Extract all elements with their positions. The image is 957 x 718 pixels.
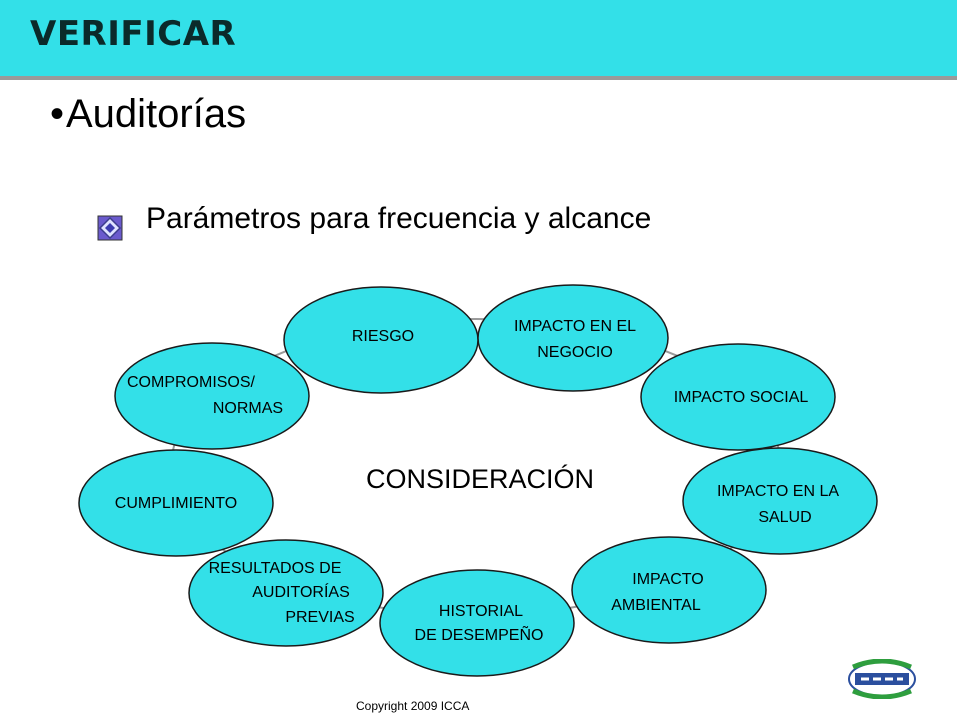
node-compromisos [115, 343, 309, 449]
node-label: PREVIAS [285, 609, 355, 626]
node-cumplimiento [79, 450, 273, 556]
node-shape [572, 537, 766, 643]
node-riesgo [284, 287, 478, 393]
node-shape [683, 448, 877, 554]
node-shape [115, 343, 309, 449]
node-label: AMBIENTAL [611, 597, 701, 614]
slide-title: VERIFICAR [30, 14, 237, 54]
node-label: RESULTADOS DE [208, 560, 342, 577]
node-label: IMPACTO EN EL [513, 318, 637, 335]
node-label: SALUD [758, 509, 812, 526]
node-label: IMPACTO EN LA [716, 483, 840, 500]
node-impacto-negocio [478, 285, 668, 391]
node-label: HISTORIAL [438, 603, 524, 620]
node-label: COMPROMISOS/ [126, 374, 256, 391]
node-label: IMPACTO SOCIAL [673, 389, 809, 406]
node-label: CUMPLIMIENTO [114, 495, 238, 512]
node-impacto-social [641, 344, 835, 450]
node-label: IMPACTO [632, 571, 704, 588]
copyright-text: Copyright 2009 ICCA [356, 699, 470, 713]
subtitle: Parámetros para frecuencia y alcance [146, 202, 652, 235]
bullet-dot-icon: • [50, 92, 65, 136]
node-historial [380, 570, 574, 676]
node-label: AUDITORÍAS [252, 584, 350, 601]
node-impacto-ambiental [572, 537, 766, 643]
node-resultados [189, 540, 383, 646]
node-label: DE DESEMPEÑO [414, 627, 544, 644]
icca-logo-icon [847, 659, 917, 699]
center-label: CONSIDERACIÓN [365, 464, 595, 494]
node-label: NORMAS [212, 400, 284, 417]
node-shape [478, 285, 668, 391]
node-label: RIESGO [351, 328, 415, 345]
node-shape [380, 570, 574, 676]
node-label: NEGOCIO [537, 344, 613, 361]
node-impacto-salud [683, 448, 877, 554]
bullet-text: Auditorías [66, 92, 247, 136]
